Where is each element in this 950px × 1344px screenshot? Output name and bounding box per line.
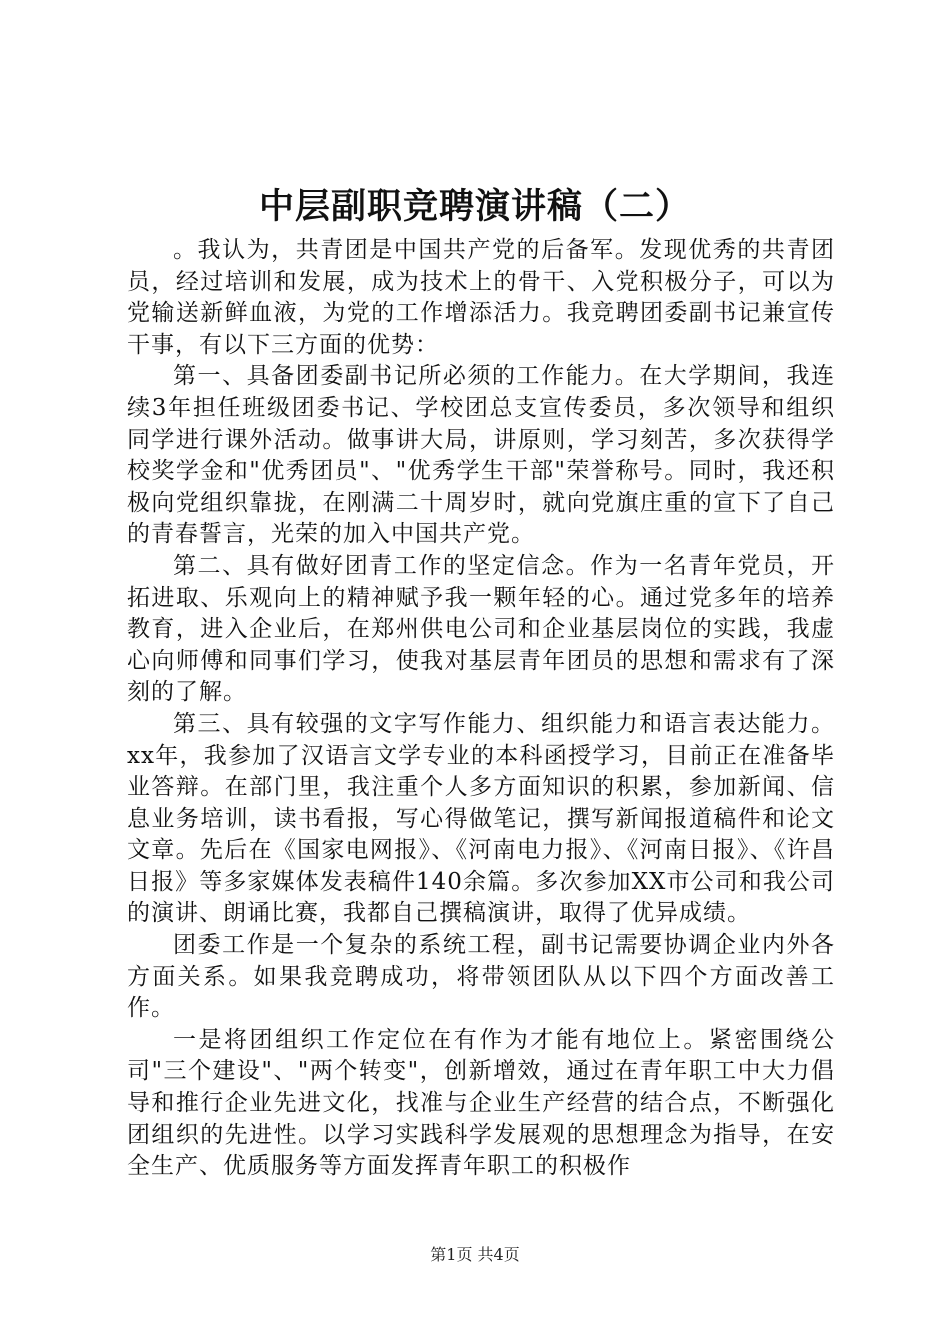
document-title: 中层副职竞聘演讲稿（二） <box>258 186 691 227</box>
paragraph-second-advantage: 第二、具有做好团青工作的坚定信念。作为一名青年党员，开拓进取、乐观向上的精神赋予我一颗年轻的心。通过党多年的培养教育，进入企业后，在郑州供电公司和企业基层岗位的实践，我虚心向师傅和同事们学习，使我对基层青年团员的思想和需求有了深刻的了解。 <box>127 552 835 706</box>
paragraph-third-advantage: 第三、具有较强的文字写作能力、组织能力和语言表达能力。xx年，我参加了汉语言文学专业的本科函授学习，目前正在准备毕业答辩。在部门里，我注重个人多方面知识的积累，参加新闻、信息业务培训，读书看报，写心得做笔记，撰写新闻报道稿件和论文文章。先后在《国家电网报》、《河南电力报》、《河南日报》、《许昌日报》等多家媒体发表稿件140余篇。多次参加XX市公司和我公司的演讲、朗诵比赛，我都自己撰稿演讲，取得了优异成绩。 <box>127 710 835 927</box>
document-body <box>127 235 835 1183</box>
paragraph-first-advantage: 第一、具备团委副书记所必须的工作能力。在大学期间，我连续3年担任班级团委书记、学校团总支宣传委员，多次领导和组织同学进行课外活动。做事讲大局，讲原则，学习刻苦，多次获得学校奖学金和"优秀团员"、"优秀学生干部"荣誉称号。同时，我还积极向党组织靠拢，在刚满二十周岁时，就向党旗庄重的宣下了自己的青春誓言，光荣的加入中国共产党。 <box>127 363 835 548</box>
paragraph-work-plan-intro: 团委工作是一个复杂的系统工程，副书记需要协调企业内外各方面关系。如果我竞聘成功，将带领团队从以下四个方面改善工作。 <box>127 932 835 1022</box>
paragraph-intro: 。我认为，共青团是中国共产党的后备军。发现优秀的共青团员，经过培训和发展，成为技术上的骨干、入党积极分子，可以为党输送新鲜血液，为党的工作增添活力。我竞聘团委副书记兼宣传干事，有以下三方面的优势： <box>127 237 835 358</box>
page-number-footer: 第1页 共4页 <box>430 1245 520 1264</box>
paragraph-plan-one: 一是将团组织工作定位在有作为才能有地位上。紧密围绕公司"三个建设"、"两个转变"，创新增效，通过在青年职工中大力倡导和推行企业先进文化，找准与企业生产经营的结合点，不断强化团组织的先进性。以学习实践科学发展观的思想理念为指导，在安全生产、优质服务等方面发挥青年职工的积极作 <box>127 1026 835 1180</box>
